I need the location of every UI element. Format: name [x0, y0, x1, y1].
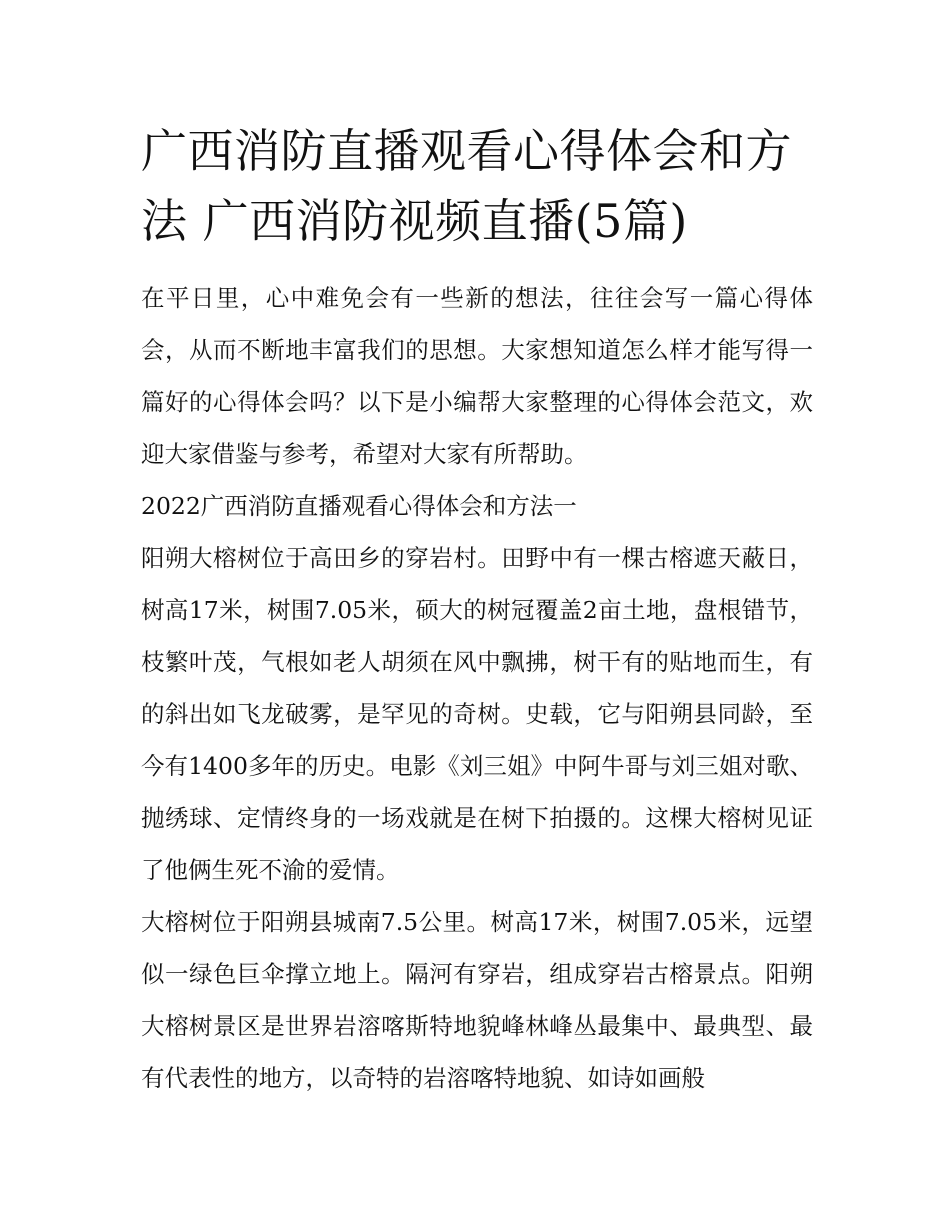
document-page: [141, 116, 813, 1104]
document-title: 广西消防直播观看心得体会和方法 广西消防视频直播(5篇): [141, 124, 792, 248]
section-heading: 2022广西消防直播观看心得体会和方法一: [141, 492, 577, 520]
body-paragraph-2: 大榕树位于阳朔县城南7.5公里。树高17米，树围7.05米，远望似一绿色巨伞撑立地上。隔河有穿岩，组成穿岩古榕景点。阳朔大榕树景区是世界岩溶喀斯特地貌峰林峰丛最集中、最典型、最有代表性的地方，以奇特的岩溶喀特地貌、如诗如画般: [141, 908, 813, 1092]
intro-paragraph: 在平日里，心中难免会有一些新的想法，往往会写一篇心得体会，从而不断地丰富我们的思想。大家想知道怎么样才能写得一篇好的心得体会吗？以下是小编帮大家整理的心得体会范文，欢迎大家借鉴与参考，希望对大家有所帮助。: [141, 284, 813, 468]
body-paragraph-1: 阳朔大榕树位于高田乡的穿岩村。田野中有一棵古榕遮天蔽日，树高17米，树围7.05米，硕大的树冠覆盖2亩土地，盘根错节，枝繁叶茂，气根如老人胡须在风中飘拂，树干有的贴地而生，有的斜出如飞龙破雾，是罕见的奇树。史载，它与阳朔县同龄，至今有1400多年的历史。电影《刘三姐》中阿牛哥与刘三姐对歌、抛绣球、定情终身的一场戏就是在树下拍摄的。这棵大榕树见证了他俩生死不渝的爱情。: [141, 544, 813, 884]
